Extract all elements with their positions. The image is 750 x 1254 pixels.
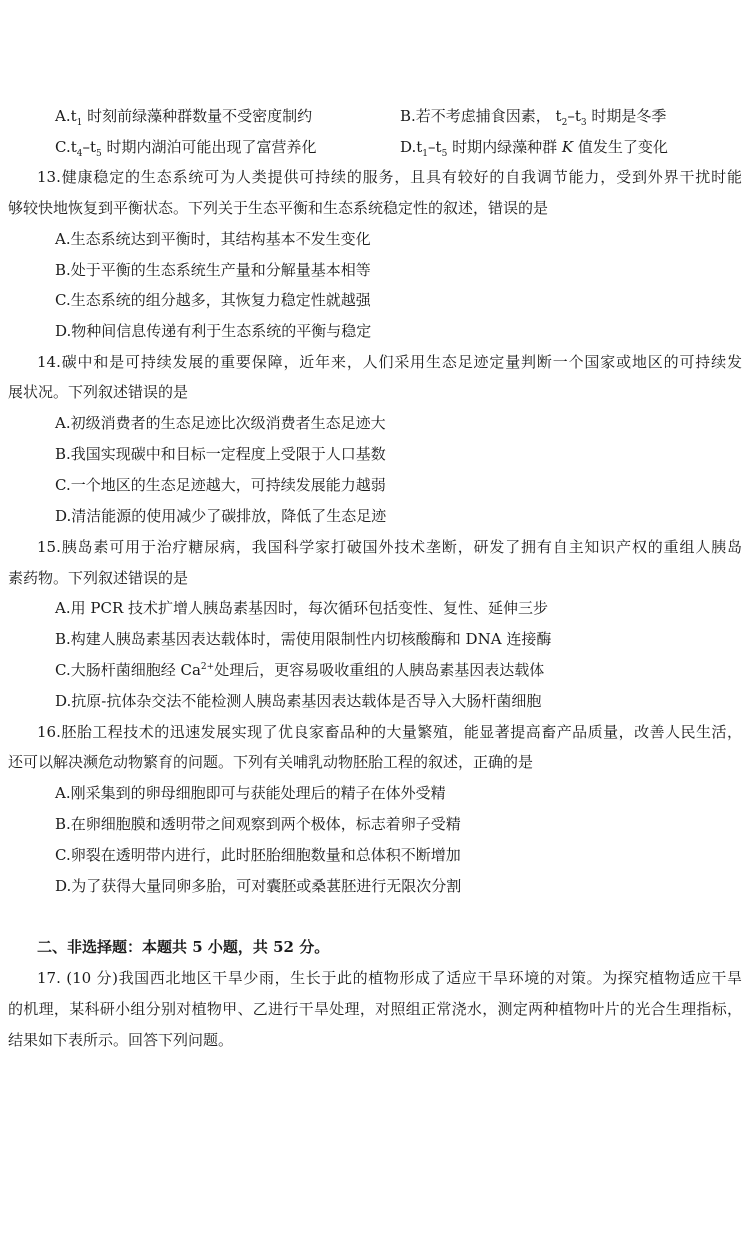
q13-option-d: D.物种间信息传递有利于生态系统的平衡与稳定 xyxy=(55,322,372,340)
q17-stem-line3: 结果如下表所示。回答下列问题。 xyxy=(8,1031,234,1049)
q15-option-d: D.抗原-抗体杂交法不能检测人胰岛素基因表达载体是否导入大肠杆菌细胞 xyxy=(55,692,542,710)
q16-stem-line2: 还可以解决濒危动物繁育的问题。下列有关哺乳动物胚胎工程的叙述，正确的是 xyxy=(8,753,534,771)
text: 时刻前绿藻种群数量不受密度制约 xyxy=(82,107,313,125)
q15-option-a: A.用 PCR 技术扩增人胰岛素基因时，每次循环包括变性、复性、延伸三步 xyxy=(55,599,549,617)
text: 处理后，更容易吸收重组的人胰岛素基因表达载体 xyxy=(214,661,545,679)
subscript: 5 xyxy=(96,149,102,159)
text: –t xyxy=(567,107,581,125)
q15-stem-line2: 素药物。下列叙述错误的是 xyxy=(8,569,189,587)
text: 时期是冬季 xyxy=(586,107,667,125)
q16-stem-line1: 16.胚胎工程技术的迅速发展实现了优良家畜品种的大量繁殖，能显著提高畜产品质量，改善人民生活， xyxy=(37,723,742,741)
q15-option-c xyxy=(55,660,544,680)
q13-stem-line2: 够较快地恢复到平衡状态。下列关于生态平衡和生态系统稳定性的叙述，错误的是 xyxy=(8,199,549,217)
subscript: 5 xyxy=(441,149,448,159)
q13-option-c: C.生态系统的组分越多，其恢复力稳定性就越强 xyxy=(55,291,371,309)
q17-stem-line1: 17. (10 分)我国西北地区干旱少雨，生长于此的植物形成了适应干旱环境的对策。为探究植物适应干旱 xyxy=(37,969,742,987)
q12-option-a xyxy=(55,106,312,126)
superscript: 2+ xyxy=(200,662,215,672)
text: 值发生了变化 xyxy=(573,138,668,156)
text: D.t xyxy=(400,138,423,156)
q14-option-b: B.我国实现碳中和目标一定程度上受限于人口基数 xyxy=(55,445,386,463)
text: B.若不考虑捕食因素， t xyxy=(400,107,562,125)
q16-option-d: D.为了获得大量同卵多胎，可对囊胚或桑葚胚进行无限次分割 xyxy=(55,877,462,895)
text: –t xyxy=(428,138,442,156)
text: 时期内绿藻种群 xyxy=(447,138,562,156)
subscript: 2 xyxy=(561,118,568,128)
subscript: 3 xyxy=(580,118,587,128)
q13-stem-line1: 13.健康稳定的生态系统可为人类提供可持续的服务，且具有较好的自我调节能力，受到外界干扰时能 xyxy=(37,168,742,186)
subscript: 4 xyxy=(76,149,83,159)
q14-stem-line1: 14.碳中和是可持续发展的重要保障，近年来，人们采用生态足迹定量判断一个国家或地区的可持续发 xyxy=(37,353,742,371)
subscript: 1 xyxy=(422,149,429,159)
q15-option-b: B.构建人胰岛素基因表达载体时，需使用限制性内切核酸酶和 DNA 连接酶 xyxy=(55,630,552,648)
text: K xyxy=(561,138,574,156)
q16-option-b: B.在卵细胞膜和透明带之间观察到两个极体，标志着卵子受精 xyxy=(55,815,461,833)
subscript: 1 xyxy=(76,118,83,128)
q15-stem-line1: 15.胰岛素可用于治疗糖尿病，我国科学家打破国外技术垄断，研发了拥有自主知识产权的重组人胰岛 xyxy=(37,538,742,556)
q16-option-c: C.卵裂在透明带内进行，此时胚胎细胞数量和总体积不断增加 xyxy=(55,846,461,864)
q12-option-d xyxy=(400,137,668,157)
q14-option-c: C.一个地区的生态足迹越大，可持续发展能力越弱 xyxy=(55,476,386,494)
q14-stem-line2: 展状况。下列叙述错误的是 xyxy=(8,383,189,401)
q13-option-a: A.生态系统达到平衡时，其结构基本不发生变化 xyxy=(55,230,371,248)
q13-option-b: B.处于平衡的生态系统生产量和分解量基本相等 xyxy=(55,261,371,279)
q14-option-d: D.清洁能源的使用减少了碳排放，降低了生态足迹 xyxy=(55,507,387,525)
q12-option-c xyxy=(55,137,317,157)
q17-stem-line2: 的机理，某科研小组分别对植物甲、乙进行干旱处理，对照组正常浇水，测定两种植物叶片的光合生理指标， xyxy=(8,1000,742,1018)
text: 时期内湖泊可能出现了富营养化 xyxy=(101,138,317,156)
text: –t xyxy=(82,138,97,156)
text: A.t xyxy=(55,107,77,125)
q14-option-a: A.初级消费者的生态足迹比次级消费者生态足迹大 xyxy=(55,414,386,432)
q12-option-b xyxy=(400,106,666,126)
text: C.t xyxy=(55,138,77,156)
section-heading: 二、非选择题：本题共 5 小题，共 52 分。 xyxy=(37,938,330,956)
text: C.大肠杆菌细胞经 Ca xyxy=(55,661,201,679)
q16-option-a: A.刚采集到的卵母细胞即可与获能处理后的精子在体外受精 xyxy=(55,784,446,802)
